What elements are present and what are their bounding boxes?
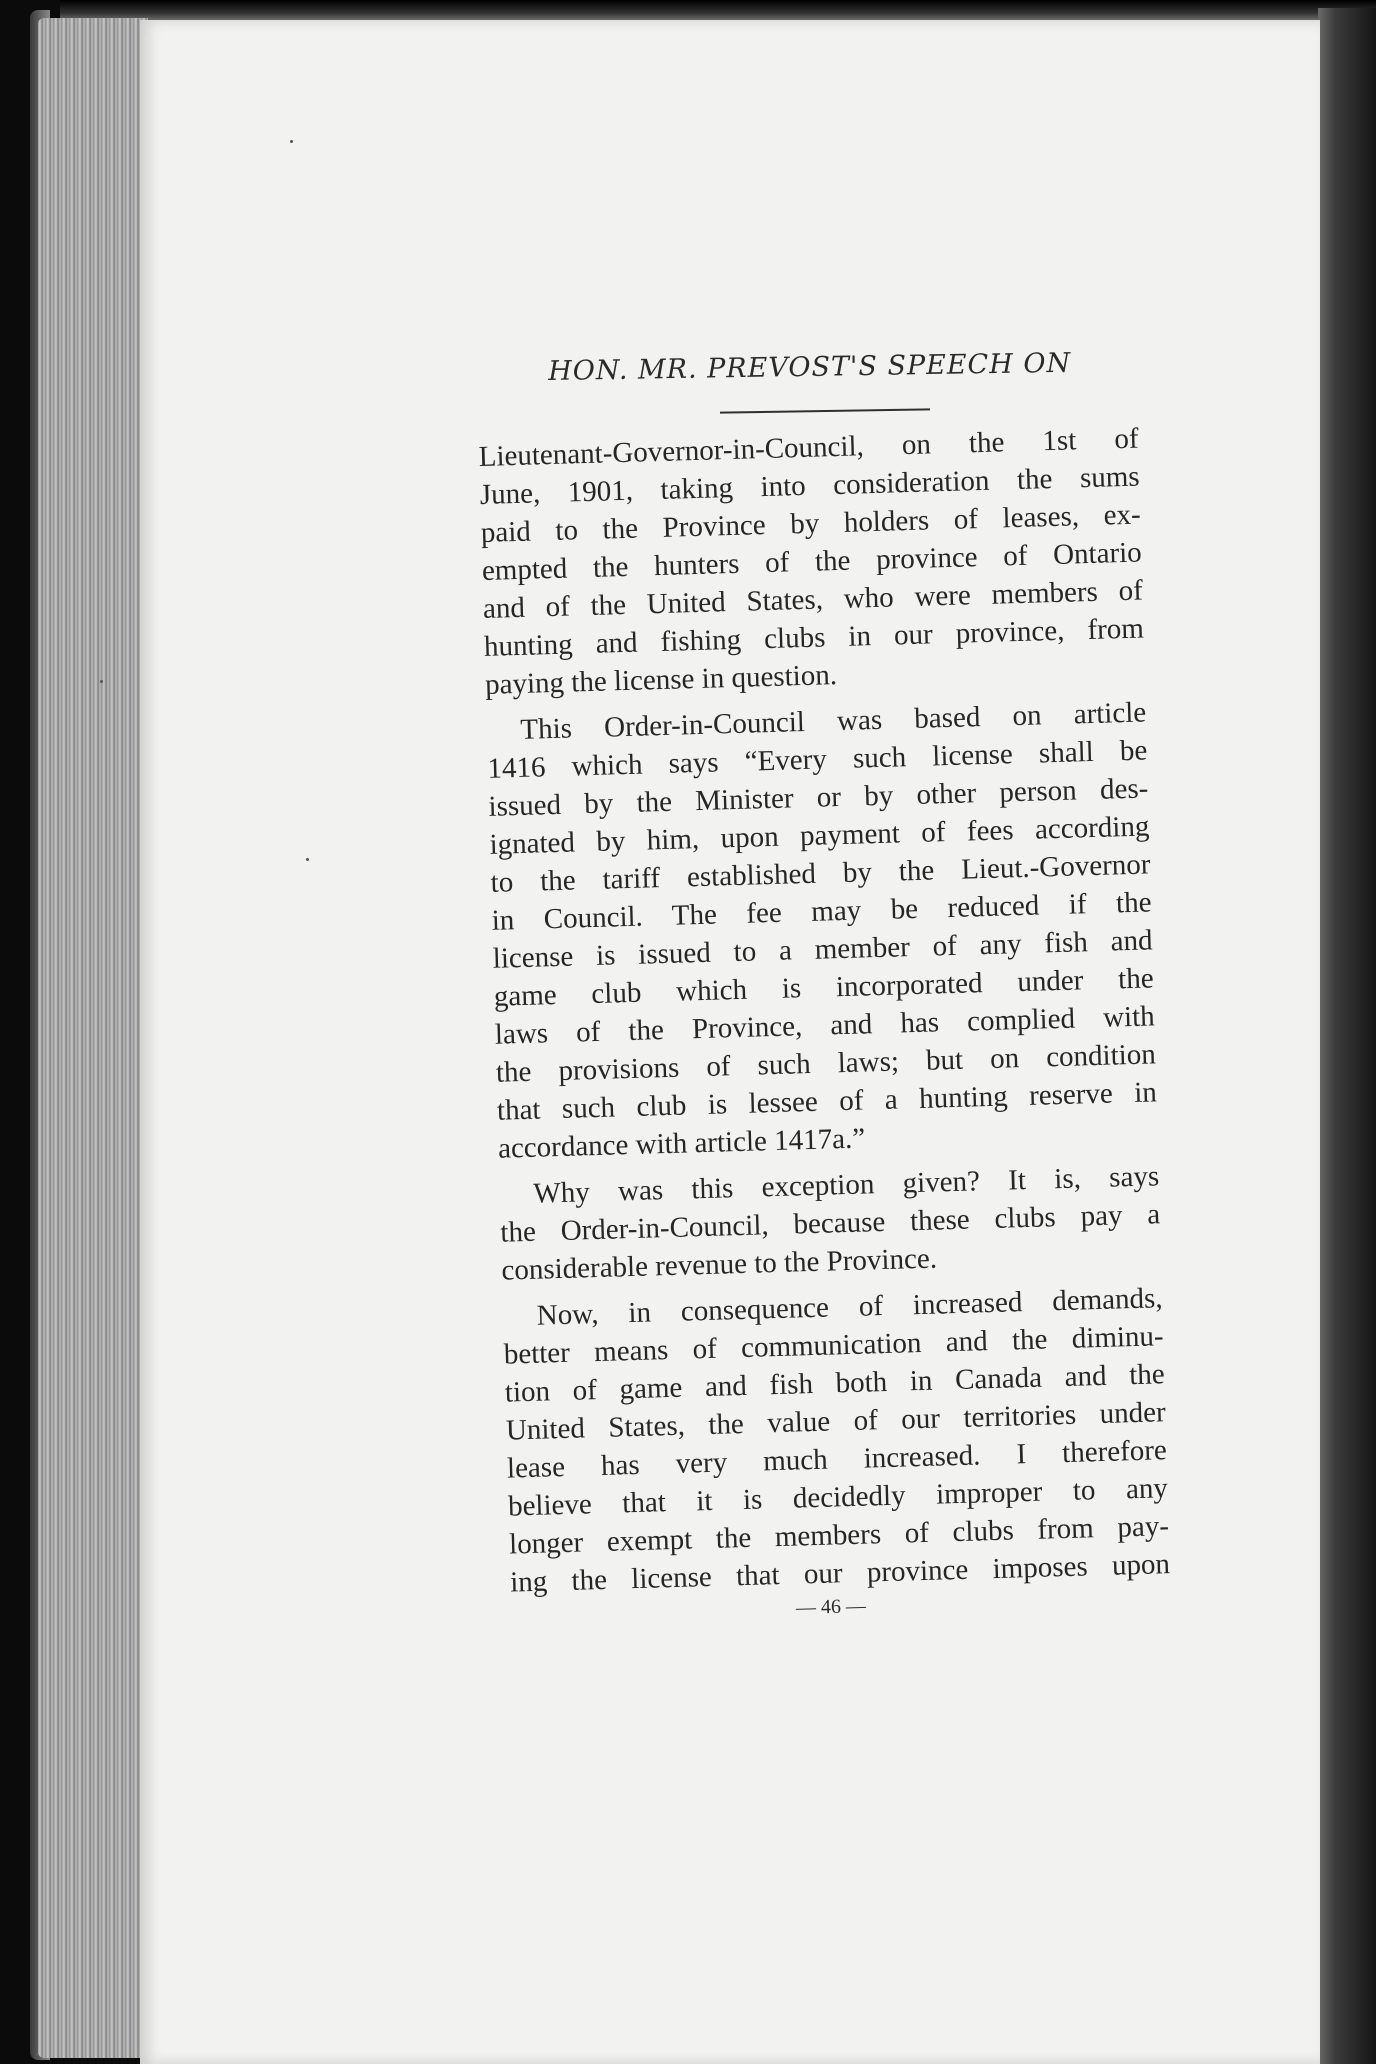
text-line: paying the license in question. (484, 659, 838, 701)
text-line: This Order-in-Council was based on article (519, 696, 1147, 746)
book-spine-shadow (1318, 8, 1376, 2064)
paragraph (486, 693, 1178, 1168)
text-line: Why was this exception given? It is, says (532, 1160, 1160, 1210)
text-line: paid to the Province by holders of leases, ex- (480, 498, 1142, 549)
text-line: 1416 which says “Every such license shall be (487, 734, 1148, 785)
text-line: better means of communication and the diminu- (503, 1320, 1165, 1371)
text-line: in Council. The fee may be reduced if the (491, 886, 1152, 937)
text-line: that such club is lessee of a hunting reserve in (496, 1076, 1158, 1127)
top-shadow-band (60, 0, 1376, 22)
stacked-page-edges (38, 18, 148, 2058)
text-line: longer exempt the members of clubs from pay- (508, 1510, 1170, 1561)
paragraph (502, 1279, 1190, 1602)
paragraph (478, 419, 1165, 704)
text-line: hunting and fishing clubs in our province, from (483, 612, 1145, 663)
text-line: laws of the Province, and has complied with (494, 1000, 1156, 1051)
text-line: game club which is incorporated under the (493, 962, 1155, 1013)
text-line: United States, the value of our territories under (505, 1396, 1167, 1447)
text-line: ignated by him, upon payment of fees according (489, 810, 1150, 861)
text-line: accordance with article 1417a.” (497, 1122, 866, 1165)
paper-speck (100, 680, 103, 683)
text-line: ing the license that our province imposes upon (509, 1548, 1171, 1599)
text-line: Now, in consequence of increased demands, (536, 1282, 1163, 1332)
paper-speck (306, 858, 309, 861)
text-line: license is issued to a member of any fish and (492, 924, 1153, 975)
running-header: HON. MR. PREVOST'S SPEECH ON (548, 347, 1072, 387)
text-line: tion of game and fish both in Canada and the (504, 1358, 1166, 1409)
text-line: June, 1901, taking into consideration the sums (479, 460, 1141, 511)
text-line: considerable revenue to the Province. (501, 1242, 938, 1287)
text-line: the Order-in-Council, because these clubs pay a (499, 1198, 1161, 1249)
text-line: lease has very much increased. I therefore (506, 1434, 1168, 1485)
text-line: and of the United States, who were members of (482, 574, 1144, 625)
text-line: the provisions of such laws; but on condition (495, 1038, 1157, 1089)
page-number: — 46 — (795, 1595, 867, 1619)
body-text (478, 411, 1190, 1602)
text-line: empted the hunters of the province of Ontario (481, 536, 1143, 587)
text-line: Lieutenant-Governor-in-Council, on the 1st of (478, 422, 1139, 473)
text-line: to the tariff established by the Lieut.-Governor (490, 848, 1151, 899)
text-line: issued by the Minister or by other person des- (488, 772, 1149, 823)
text-line: believe that it is decidedly improper to any (507, 1472, 1169, 1523)
paragraph (499, 1157, 1182, 1290)
paper-speck (290, 140, 293, 143)
